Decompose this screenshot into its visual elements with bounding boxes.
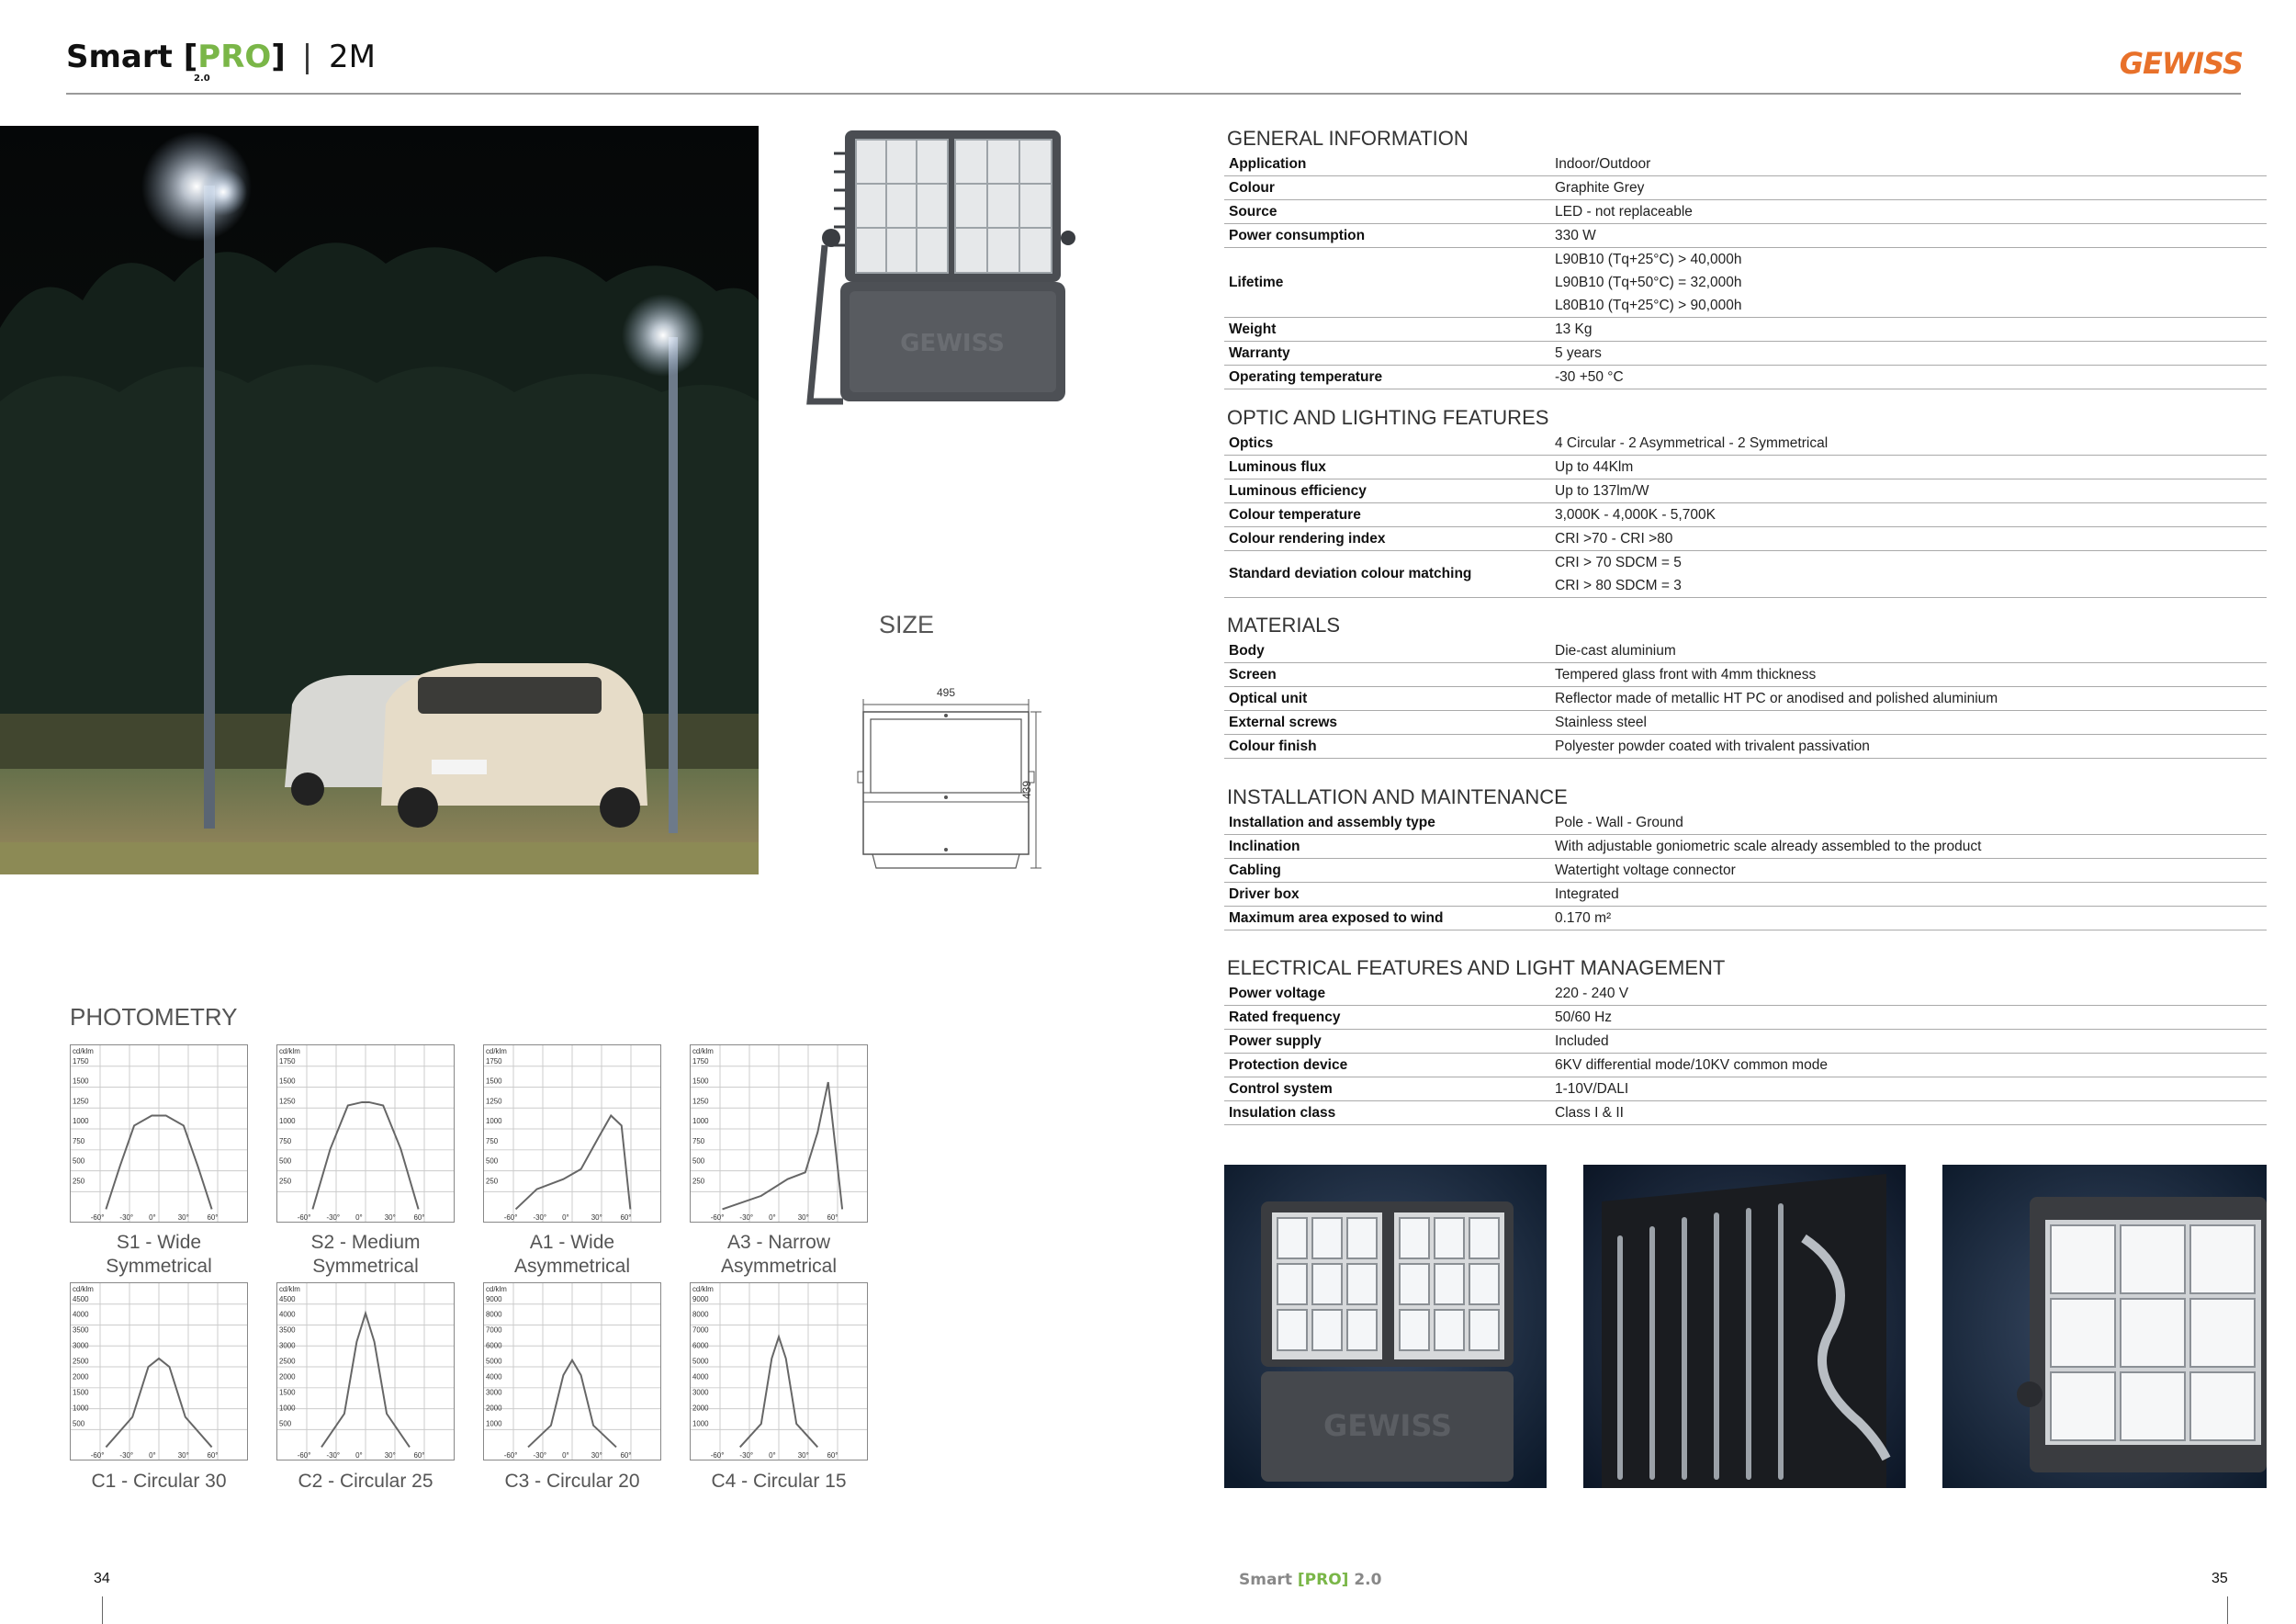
svg-text:3500: 3500: [278, 1325, 296, 1335]
spec-value: Class I & II: [1555, 1105, 1624, 1121]
size-technical-drawing: [854, 684, 1047, 877]
svg-text:8000: 8000: [485, 1310, 502, 1319]
svg-text:0°: 0°: [149, 1213, 156, 1222]
spec-key: Protection device: [1229, 1056, 1348, 1073]
svg-text:4500: 4500: [278, 1294, 296, 1303]
section-title: OPTIC AND LIGHTING FEATURES: [1227, 406, 1549, 429]
svg-text:-30°: -30°: [533, 1213, 547, 1222]
svg-text:cd/klm: cd/klm: [72, 1046, 94, 1055]
svg-text:500: 500: [72, 1419, 85, 1428]
spec-key: Operating temperature: [1229, 368, 1383, 385]
spec-value: 1-10V/DALI: [1555, 1081, 1629, 1097]
section-title: INSTALLATION AND MAINTENANCE: [1227, 785, 1568, 808]
svg-text:2000: 2000: [278, 1372, 296, 1382]
spec-row: [1224, 176, 2267, 200]
svg-text:8000: 8000: [692, 1310, 709, 1319]
version-subscript: 2.0: [194, 73, 210, 84]
title-separator: |: [301, 39, 313, 75]
svg-text:2500: 2500: [278, 1357, 296, 1366]
page-number-left: 34: [94, 1571, 110, 1586]
spec-row: [1224, 527, 2267, 551]
svg-text:1000: 1000: [278, 1117, 296, 1126]
svg-text:3500: 3500: [72, 1325, 89, 1335]
svg-text:750: 750: [72, 1136, 85, 1145]
svg-text:cd/klm: cd/klm: [692, 1284, 714, 1293]
spec-row: [1224, 639, 2267, 663]
svg-text:-30°: -30°: [119, 1213, 134, 1222]
svg-text:1250: 1250: [72, 1097, 89, 1106]
svg-text:-60°: -60°: [297, 1213, 311, 1222]
svg-text:30°: 30°: [384, 1213, 396, 1222]
photometry-chart: [690, 1282, 868, 1460]
svg-text:60°: 60°: [207, 1213, 219, 1222]
photometry-chart-label: S1 - Wide Symmetrical: [106, 1232, 212, 1277]
spec-value: -30 +50 °C: [1555, 369, 1624, 385]
photometry-chart: [70, 1044, 248, 1223]
page-number-right: 35: [2212, 1571, 2228, 1586]
spec-value: Die-cast aluminium: [1555, 643, 1676, 659]
svg-text:-60°: -60°: [90, 1451, 105, 1460]
svg-text:1000: 1000: [692, 1419, 709, 1428]
spec-key: Maximum area exposed to wind: [1229, 909, 1444, 926]
svg-text:3000: 3000: [278, 1341, 296, 1350]
photometry-chart-label: C1 - Circular 30: [91, 1471, 227, 1492]
svg-text:500: 500: [485, 1156, 499, 1166]
spec-value: 13 Kg: [1555, 321, 1593, 337]
svg-text:-30°: -30°: [739, 1451, 754, 1460]
svg-text:cd/klm: cd/klm: [278, 1284, 300, 1293]
spec-key: Power consumption: [1229, 227, 1366, 243]
section-title: MATERIALS: [1227, 614, 1341, 637]
photometry-chart-label: C3 - Circular 20: [504, 1471, 640, 1492]
footer-brand: Smart [PRO] 2.0: [1239, 1571, 1382, 1589]
spec-row: [1224, 200, 2267, 224]
svg-text:60°: 60°: [620, 1213, 632, 1222]
spec-value: 4 Circular - 2 Asymmetrical - 2 Symmetrical: [1555, 435, 1829, 451]
photometry-chart: [276, 1282, 455, 1460]
svg-text:500: 500: [692, 1156, 705, 1166]
photometry-chart: [690, 1044, 868, 1223]
photometry-chart-label: S2 - Medium Symmetrical: [310, 1232, 421, 1277]
svg-text:cd/klm: cd/klm: [692, 1046, 714, 1055]
spec-value: Graphite Grey: [1555, 180, 1645, 196]
spec-row: [1224, 735, 2267, 759]
spec-key: Colour temperature: [1229, 506, 1361, 523]
spec-value: Up to 137lm/W: [1555, 483, 1649, 499]
photometry-heading: PHOTOMETRY: [70, 1003, 238, 1031]
svg-text:1500: 1500: [72, 1077, 89, 1086]
photometry-chart-label: C2 - Circular 25: [298, 1471, 433, 1492]
svg-text:500: 500: [278, 1419, 292, 1428]
spec-key: Colour rendering index: [1229, 530, 1386, 547]
svg-text:0°: 0°: [562, 1213, 569, 1222]
spec-table: [1224, 982, 2267, 1125]
spec-key: Inclination: [1229, 838, 1300, 854]
spec-key: Power supply: [1229, 1032, 1322, 1049]
svg-text:1750: 1750: [692, 1056, 709, 1066]
spec-row: [1224, 811, 2267, 835]
spec-row: [1224, 342, 2267, 366]
spec-key: Driver box: [1229, 885, 1300, 902]
spec-key: Source: [1229, 203, 1277, 220]
spec-value: CRI > 70 SDCM = 5 CRI > 80 SDCM = 3: [1555, 555, 1682, 593]
spec-value: 6KV differential mode/10KV common mode: [1555, 1057, 1828, 1073]
spec-value: With adjustable goniometric scale already assembled to the product: [1555, 839, 1982, 854]
detail-photo-front: [1224, 1165, 1547, 1488]
spec-key: Luminous flux: [1229, 458, 1326, 475]
spec-value: Watertight voltage connector: [1555, 863, 1736, 878]
svg-text:-30°: -30°: [326, 1213, 341, 1222]
spec-key: Lifetime: [1229, 274, 1284, 290]
svg-text:60°: 60°: [413, 1451, 425, 1460]
svg-text:30°: 30°: [591, 1213, 602, 1222]
svg-text:4000: 4000: [278, 1310, 296, 1319]
svg-text:-60°: -60°: [710, 1451, 725, 1460]
svg-text:2500: 2500: [72, 1357, 89, 1366]
svg-text:1500: 1500: [72, 1388, 89, 1397]
spec-key: Insulation class: [1229, 1104, 1336, 1121]
svg-text:cd/klm: cd/klm: [485, 1046, 507, 1055]
detail-photo-heatsink: [1583, 1165, 1906, 1488]
spec-value: Up to 44Klm: [1555, 459, 1634, 475]
brand-name: Smart: [66, 39, 173, 75]
svg-text:250: 250: [692, 1177, 705, 1186]
spec-key: Optical unit: [1229, 690, 1308, 706]
svg-text:1500: 1500: [485, 1077, 502, 1086]
svg-text:1500: 1500: [278, 1388, 296, 1397]
night-scene-illustration: [0, 126, 759, 874]
spec-value: Stainless steel: [1555, 715, 1647, 730]
svg-text:2000: 2000: [485, 1404, 502, 1413]
svg-text:500: 500: [278, 1156, 292, 1166]
spec-row: [1224, 835, 2267, 859]
spec-table: [1224, 432, 2267, 598]
spec-value: Included: [1555, 1033, 1609, 1049]
svg-text:2000: 2000: [72, 1372, 89, 1382]
spec-row: [1224, 1030, 2267, 1054]
svg-text:GEWISS: GEWISS: [1323, 1408, 1452, 1443]
spec-key: Warranty: [1229, 344, 1290, 361]
spec-row: [1224, 711, 2267, 735]
spec-key: External screws: [1229, 714, 1338, 730]
svg-text:-60°: -60°: [503, 1451, 518, 1460]
svg-text:60°: 60°: [827, 1451, 838, 1460]
spec-row: [1224, 503, 2267, 527]
night-parking-photo: [0, 126, 759, 874]
svg-text:250: 250: [72, 1177, 85, 1186]
spec-value: L90B10 (Tq+25°C) > 40,000h L90B10 (Tq+50°C) = 32,000h L80B10 (Tq+25°C) > 90,000h: [1555, 252, 1742, 313]
detail-photo-optics: [1942, 1165, 2267, 1488]
svg-text:9000: 9000: [485, 1294, 502, 1303]
spec-value: Indoor/Outdoor: [1555, 156, 1651, 172]
spec-key: Weight: [1229, 321, 1277, 337]
spec-key: Installation and assembly type: [1229, 814, 1435, 830]
spec-row: [1224, 859, 2267, 883]
spec-row: [1224, 551, 2267, 598]
svg-text:-30°: -30°: [119, 1451, 134, 1460]
spec-row: [1224, 1006, 2267, 1030]
floodlight-illustration: [799, 126, 1102, 429]
spec-value: 3,000K - 4,000K - 5,700K: [1555, 507, 1716, 523]
spec-value: Integrated: [1555, 886, 1619, 902]
svg-text:9000: 9000: [692, 1294, 709, 1303]
svg-text:1500: 1500: [278, 1077, 296, 1086]
svg-text:1750: 1750: [72, 1056, 89, 1066]
svg-text:1500: 1500: [692, 1077, 709, 1086]
spec-value: Tempered glass front with 4mm thickness: [1555, 667, 1817, 682]
spec-key: Luminous efficiency: [1229, 482, 1367, 499]
svg-text:-60°: -60°: [90, 1213, 105, 1222]
svg-text:60°: 60°: [827, 1213, 838, 1222]
gewiss-logo: GEWISS: [2119, 46, 2243, 81]
svg-text:0°: 0°: [355, 1451, 363, 1460]
svg-text:0°: 0°: [149, 1451, 156, 1460]
svg-text:6000: 6000: [692, 1341, 709, 1350]
svg-text:1250: 1250: [485, 1097, 502, 1106]
svg-text:-60°: -60°: [297, 1451, 311, 1460]
section-title: ELECTRICAL FEATURES AND LIGHT MANAGEMENT: [1227, 956, 1726, 979]
spec-row: [1224, 1077, 2267, 1101]
floodlight-product-photo: [799, 126, 1102, 429]
svg-text:cd/klm: cd/klm: [278, 1046, 300, 1055]
spec-row: [1224, 982, 2267, 1006]
svg-text:0°: 0°: [769, 1213, 776, 1222]
svg-text:1250: 1250: [692, 1097, 709, 1106]
svg-text:7000: 7000: [485, 1325, 502, 1335]
svg-text:4000: 4000: [692, 1372, 709, 1382]
spec-value: CRI >70 - CRI >80: [1555, 531, 1673, 547]
svg-text:GEWISS: GEWISS: [900, 330, 1005, 357]
spec-value: Pole - Wall - Ground: [1555, 815, 1683, 830]
svg-text:250: 250: [485, 1177, 499, 1186]
svg-text:6000: 6000: [485, 1341, 502, 1350]
svg-text:3000: 3000: [692, 1388, 709, 1397]
svg-text:5000: 5000: [485, 1357, 502, 1366]
svg-text:-60°: -60°: [503, 1213, 518, 1222]
svg-text:1000: 1000: [278, 1404, 296, 1413]
spec-table: [1224, 152, 2267, 389]
svg-text:60°: 60°: [620, 1451, 632, 1460]
svg-text:1750: 1750: [278, 1056, 296, 1066]
spec-table: [1224, 639, 2267, 759]
spec-key: Power voltage: [1229, 985, 1326, 1001]
pro-label: PRO: [197, 39, 272, 75]
svg-text:4000: 4000: [485, 1372, 502, 1382]
svg-text:5000: 5000: [692, 1357, 709, 1366]
svg-text:-30°: -30°: [533, 1451, 547, 1460]
spec-value: Polyester powder coated with trivalent passivation: [1555, 739, 1870, 754]
spec-key: Application: [1229, 155, 1307, 172]
spec-row: [1224, 479, 2267, 503]
photometry-chart: [483, 1044, 661, 1223]
svg-text:30°: 30°: [797, 1451, 809, 1460]
svg-text:0°: 0°: [769, 1451, 776, 1460]
footer-line-right: [2227, 1596, 2228, 1624]
spec-key: Body: [1229, 642, 1265, 659]
spec-row: [1224, 663, 2267, 687]
spec-key: Cabling: [1229, 862, 1281, 878]
spec-value: 5 years: [1555, 345, 1602, 361]
svg-text:1000: 1000: [485, 1117, 502, 1126]
svg-text:750: 750: [278, 1136, 292, 1145]
svg-text:30°: 30°: [177, 1213, 189, 1222]
spec-value: 330 W: [1555, 228, 1596, 243]
spec-key: Optics: [1229, 434, 1274, 451]
svg-text:cd/klm: cd/klm: [485, 1284, 507, 1293]
svg-text:3000: 3000: [72, 1341, 89, 1350]
spec-row: [1224, 1054, 2267, 1077]
svg-text:439: 439: [1020, 780, 1033, 800]
svg-text:750: 750: [485, 1136, 499, 1145]
spec-key: Colour: [1229, 179, 1275, 196]
svg-text:30°: 30°: [591, 1451, 602, 1460]
photometry-chart: [70, 1282, 248, 1460]
dimension-diagram: [854, 684, 1047, 877]
spec-row: [1224, 687, 2267, 711]
spec-key: Screen: [1229, 666, 1277, 682]
svg-text:cd/klm: cd/klm: [72, 1284, 94, 1293]
svg-text:250: 250: [278, 1177, 292, 1186]
spec-key: Control system: [1229, 1080, 1333, 1097]
svg-text:4500: 4500: [72, 1294, 89, 1303]
svg-text:1750: 1750: [485, 1056, 502, 1066]
spec-table: [1224, 811, 2267, 930]
spec-row: [1224, 318, 2267, 342]
svg-text:495: 495: [936, 686, 956, 699]
size-heading: SIZE: [879, 611, 935, 638]
spec-row: [1224, 224, 2267, 248]
spec-row: [1224, 907, 2267, 930]
svg-text:1000: 1000: [72, 1117, 89, 1126]
spec-value: 220 - 240 V: [1555, 986, 1629, 1001]
svg-text:1000: 1000: [72, 1404, 89, 1413]
svg-text:30°: 30°: [384, 1451, 396, 1460]
photometry-chart-label: C4 - Circular 15: [711, 1471, 847, 1492]
svg-text:2000: 2000: [692, 1404, 709, 1413]
spec-row: [1224, 456, 2267, 479]
spec-row: [1224, 432, 2267, 456]
spec-row: [1224, 366, 2267, 389]
photometry-chart: [483, 1282, 661, 1460]
page-title: Smart [PRO] | 2M: [66, 39, 376, 75]
svg-text:60°: 60°: [207, 1451, 219, 1460]
spec-value: 50/60 Hz: [1555, 1009, 1613, 1025]
spec-row: [1224, 1101, 2267, 1125]
svg-text:-30°: -30°: [739, 1213, 754, 1222]
spec-key: Colour finish: [1229, 738, 1317, 754]
photometry-chart-label: A1 - Wide Asymmetrical: [513, 1232, 630, 1277]
spec-row: [1224, 248, 2267, 318]
svg-text:1000: 1000: [692, 1117, 709, 1126]
svg-text:7000: 7000: [692, 1325, 709, 1335]
svg-text:500: 500: [72, 1156, 85, 1166]
svg-text:30°: 30°: [177, 1451, 189, 1460]
svg-text:60°: 60°: [413, 1213, 425, 1222]
spec-value: LED - not replaceable: [1555, 204, 1693, 220]
footer-line-left: [102, 1596, 103, 1624]
svg-text:1000: 1000: [485, 1419, 502, 1428]
spec-key: Standard deviation colour matching: [1229, 566, 1472, 581]
svg-text:0°: 0°: [562, 1451, 569, 1460]
svg-text:0°: 0°: [355, 1213, 363, 1222]
photometry-chart-label: A3 - Narrow Asymmetrical: [720, 1232, 837, 1277]
svg-text:-60°: -60°: [710, 1213, 725, 1222]
model-name: 2M: [329, 39, 376, 75]
spec-row: [1224, 152, 2267, 176]
svg-text:750: 750: [692, 1136, 705, 1145]
photometry-chart: [276, 1044, 455, 1223]
header-divider: [66, 93, 2241, 95]
svg-text:3000: 3000: [485, 1388, 502, 1397]
spec-key: Rated frequency: [1229, 1009, 1341, 1025]
svg-text:1250: 1250: [278, 1097, 296, 1106]
spec-value: 0.170 m²: [1555, 910, 1612, 926]
svg-text:-30°: -30°: [326, 1451, 341, 1460]
spec-row: [1224, 883, 2267, 907]
svg-text:4000: 4000: [72, 1310, 89, 1319]
svg-text:30°: 30°: [797, 1213, 809, 1222]
section-title: GENERAL INFORMATION: [1227, 127, 1469, 150]
spec-value: Reflector made of metallic HT PC or anodised and polished aluminium: [1555, 691, 1998, 706]
